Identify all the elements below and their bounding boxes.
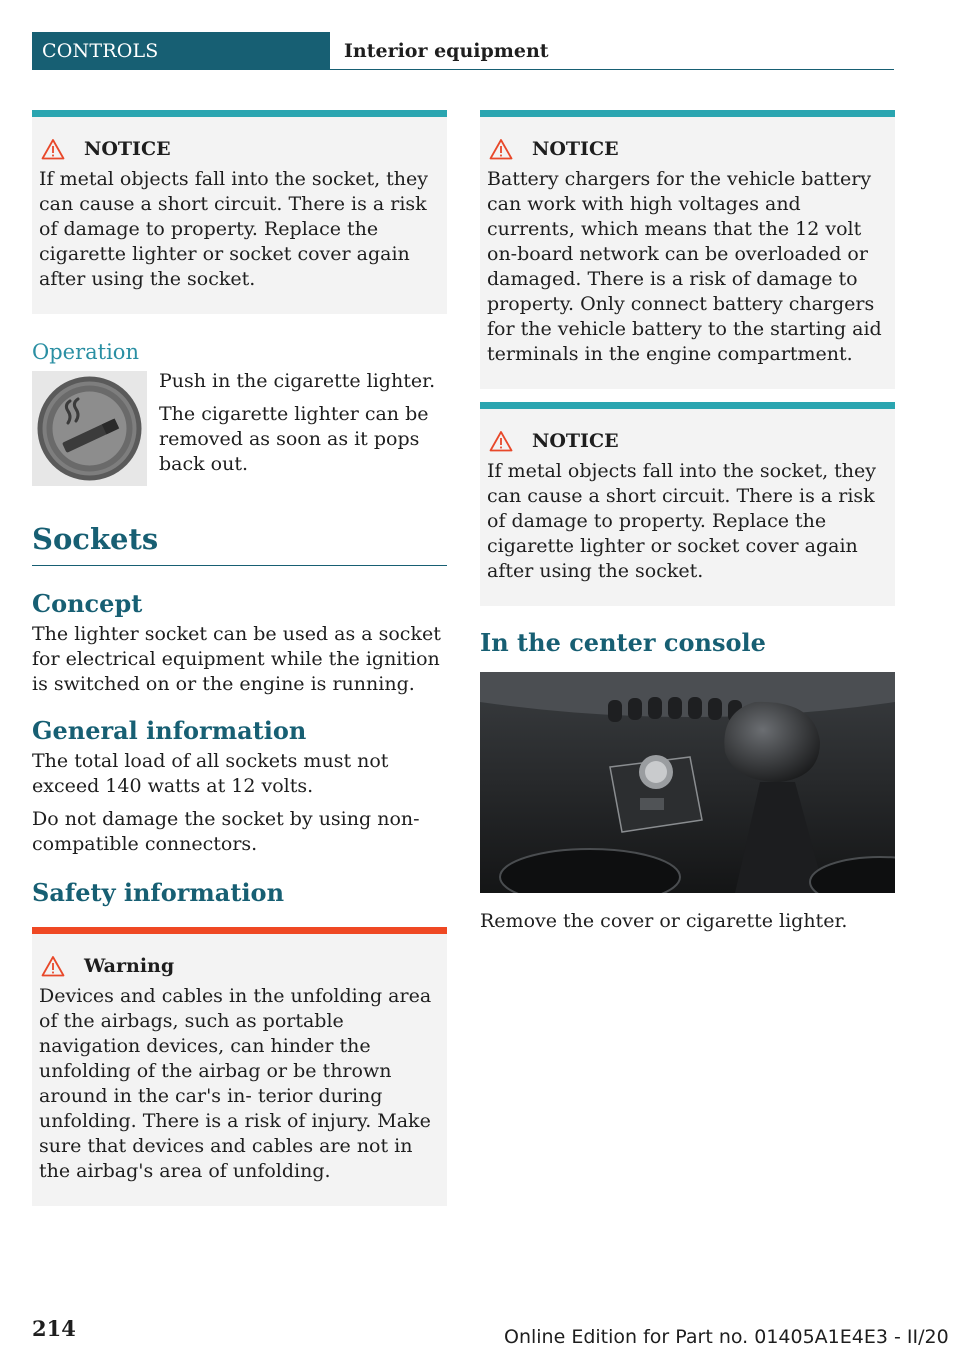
left-column bbox=[32, 110, 447, 1206]
warning-box bbox=[32, 927, 447, 1206]
warning-triangle-icon bbox=[41, 955, 65, 977]
warning-triangle-icon bbox=[489, 138, 513, 160]
notice-title: NOTICE bbox=[84, 138, 171, 160]
general-text-1: The total load of all sockets must not exceed 140 watts at 12 volts. bbox=[32, 750, 389, 797]
safety-information-heading: Safety information bbox=[32, 878, 285, 907]
notice-title: NOTICE bbox=[532, 138, 619, 160]
cigarette-lighter-icon bbox=[32, 371, 147, 486]
general-information-heading: General information bbox=[32, 716, 307, 745]
page-number: 214 bbox=[32, 1316, 76, 1341]
section-label: CONTROLS bbox=[32, 32, 330, 70]
edition-footer: Online Edition for Part no. 01405A1E4E3 - II/20 bbox=[504, 1326, 949, 1348]
page-header bbox=[32, 32, 894, 70]
concept-text: The lighter socket can be used as a socket for electrical equipment while the ignition is switched on or the engine is running. bbox=[32, 623, 441, 695]
warning-title: Warning bbox=[84, 955, 175, 977]
header-rule bbox=[330, 69, 894, 70]
notice-header bbox=[39, 137, 439, 161]
notice-text: Battery chargers for the vehicle battery can work with high voltages and currents, which means that the 12 volt on-board network can be overloaded or damaged. There is a risk of damage to property. Only connect battery chargers for the vehicle battery to the starting aid terminals in the engine compartment. bbox=[487, 168, 882, 365]
operation-step-1: Push in the cigarette lighter. bbox=[159, 370, 436, 392]
concept-heading: Concept bbox=[32, 589, 143, 618]
notice-header bbox=[487, 137, 887, 161]
notice-box bbox=[480, 110, 895, 389]
center-console-heading: In the center console bbox=[480, 628, 766, 657]
operation-step-2: The cigarette lighter can be removed as soon as it pops back out. bbox=[159, 403, 429, 475]
center-console-caption: Remove the cover or cigarette lighter. bbox=[480, 910, 848, 932]
warning-text: Devices and cables in the unfolding area of the airbags, such as portable navigation devices, can hinder the unfolding of the airbag or be thrown around in the car's in- terior during unfolding. There is a risk of injury. Make sure that devices and cables are not in the airbag's area of unfolding. bbox=[39, 985, 432, 1182]
general-text-2: Do not damage the socket by using non-compatible connectors. bbox=[32, 808, 420, 855]
right-column bbox=[480, 110, 895, 934]
notice-title: NOTICE bbox=[532, 430, 619, 452]
warning-triangle-icon bbox=[41, 138, 65, 160]
sockets-heading: Sockets bbox=[32, 521, 447, 566]
warning-header bbox=[39, 954, 439, 978]
operation-heading: Operation bbox=[32, 340, 139, 364]
operation-text bbox=[159, 369, 447, 485]
operation-block bbox=[32, 369, 447, 499]
warning-triangle-icon bbox=[489, 430, 513, 452]
notice-text: If metal objects fall into the socket, they can cause a short circuit. There is a risk of damage to property. Replace the cigarette lighter or socket cover again after using the socket. bbox=[39, 168, 429, 290]
notice-header bbox=[487, 429, 887, 453]
center-console-photo bbox=[480, 672, 895, 893]
chapter-title: Interior equipment bbox=[344, 40, 549, 62]
notice-box bbox=[32, 110, 447, 314]
notice-text: If metal objects fall into the socket, they can cause a short circuit. There is a risk of damage to property. Replace the cigarette lighter or socket cover again after using the socket. bbox=[487, 460, 877, 582]
notice-box bbox=[480, 402, 895, 606]
